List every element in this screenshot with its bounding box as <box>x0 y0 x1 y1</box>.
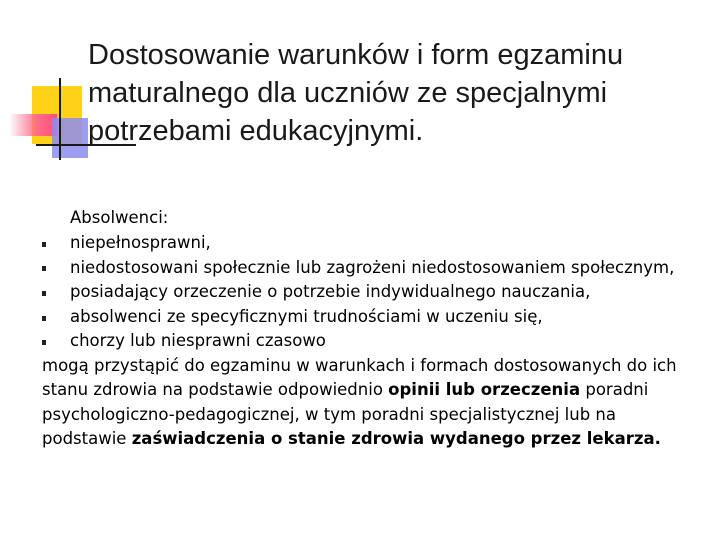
list-item <box>42 231 702 256</box>
decorative-red-bar <box>9 114 57 136</box>
decorative-vertical-line <box>59 78 61 160</box>
list-item <box>42 255 702 280</box>
list-item <box>42 280 702 305</box>
list-item-text: absolwenci ze specyficznymi trudnościami w uczeniu się, <box>70 306 543 326</box>
conclusion-bold-text: opinii lub orzeczenia <box>388 380 581 399</box>
list-item-text: chorzy lub niesprawni czasowo <box>70 331 326 350</box>
list-item <box>42 305 702 330</box>
square-bullet-icon <box>42 340 46 345</box>
list-item <box>42 329 702 354</box>
square-bullet-icon <box>42 266 46 271</box>
intro-text: Absolwenci: <box>70 208 169 227</box>
list-item-text: niepełnosprawni, <box>70 232 211 252</box>
list-item-text: posiadający orzeczenie o potrzebie indywidualnego nauczania, <box>70 282 591 301</box>
conclusion-paragraph <box>42 354 702 452</box>
decorative-blue-square <box>52 118 88 158</box>
square-bullet-icon <box>42 316 46 321</box>
conclusion-text: mogą przystąpić do egzaminu w warunkach i formach dostosowanych do ich stanu zdrowia na podstawie odpowiednio <box>42 355 677 399</box>
square-bullet-icon <box>42 291 46 296</box>
conclusion-text: poradni psychologiczno-pedagogicznej, w tym poradni specjalistycznej lub na podstawie <box>42 380 649 448</box>
slide-content <box>42 206 702 452</box>
bullet-list <box>42 231 702 354</box>
conclusion-bold-text: zaświadczenia o stanie zdrowia wydanego przez lekarza. <box>131 429 661 448</box>
square-bullet-icon <box>42 242 46 247</box>
slide-title: Dostosowanie warunków i form egzaminu maturalnego dla uczniów ze specjalnymi potrzebami edukacyjnymi. <box>88 39 624 147</box>
list-item-text: niedostosowani społecznie lub zagrożeni niedostosowaniem społecznym, <box>70 258 675 277</box>
